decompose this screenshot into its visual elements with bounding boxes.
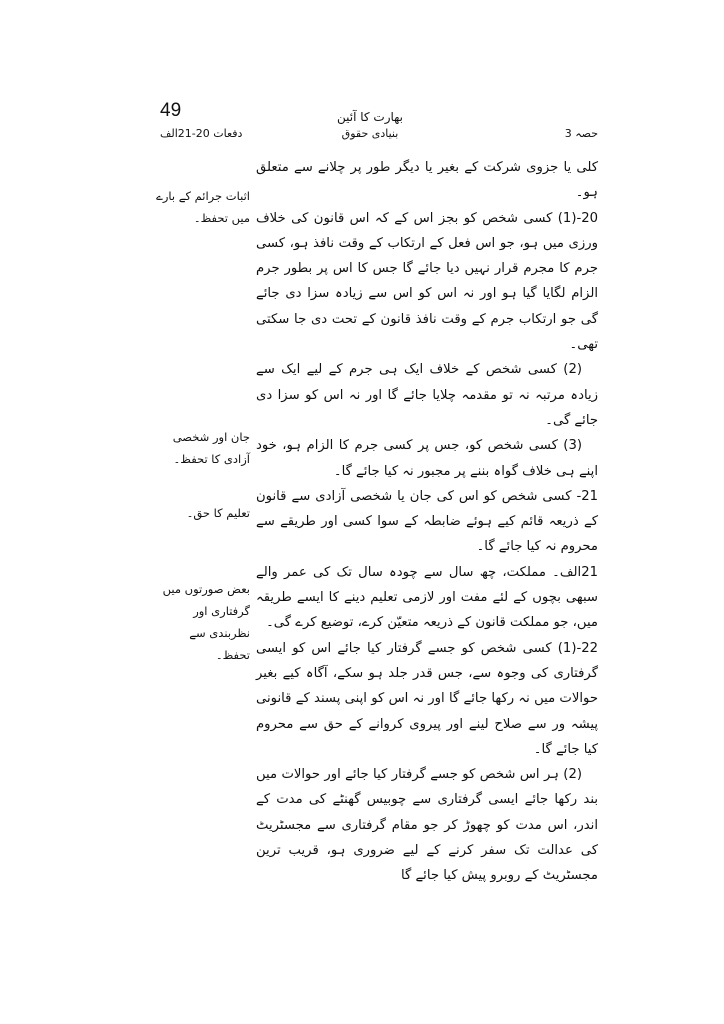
paragraph: (2) کسی شخص کے خلاف ایک ہی جرم کے لیے ایک سے زیادہ مرتبہ نہ تو مقدمہ چلایا جائے گا اور نہ اس کو سزا دی جائے گی۔ [256,362,598,428]
page-number: 49 [160,100,182,121]
paragraph: 22-(1) کسی شخص کو جسے گرفتار کیا جائے اس کو ایسی گرفتاری کی وجوہ سے، جس قدر جلد ہو سکے، آگاہ کیے بغیر حوالات میں نہ رکھا جائے گا اور نہ اس کو اپنی پسند کے قانونی پیشہ ور سے صلاح لینے اور پیروی کروانے کے حق سے محروم کیا جائے گا۔ [256,640,598,757]
part-label: حصہ 3 [564,127,598,140]
paragraph: 20-(1) کسی شخص کو بجز اس کے کہ اس قانون کی خلاف ورزی میں ہو، جو اس فعل کے ارتکاب کے وقت نافذ ہو، کسی جرم کا مجرم قرار نہیں دیا جائے گا جس کا اس پر بطور جرم الزام لگایا گیا ہو اور نہ اس کو اس سے زیادہ سزا دی جائے گی جو ارتکاب جرم کے وقت نافذ قانون کے تحت دی جا سکتی تھی۔ [256,210,598,353]
margin-note-conviction: اثبات جرائم کے بارے میں تحفظ۔ [156,189,250,225]
margin-note-arrest: بعض صورتوں میں گرفتاری اور نظربندی سے تحفظ۔ [162,582,250,662]
paragraph: (2) ہر اس شخص کو جسے گرفتار کیا جائے اور حوالات میں بند رکھا جائے ایسی گرفتاری سے چوبیس گھنٹے کی مدت کے اندر، اس مدت کو چھوڑ کر جو مقام گرفتاری سے مجسٹریٹ کی عدالت تک سفر کرنے کے لیے ضروری ہو، قریب ترین مجسٹریٹ کے روبرو پیش کیا جائے گا [256,767,598,884]
paragraph: 21الف۔ مملکت، چھ سال سے چودہ سال تک کی عمر والے سبھی بچوں کے لئے مفت اور لازمی تعلیم دینے کا ایسے طریقہ میں، جو مملکت قانون کے ذریعہ متعیّن کرے، توضیع کرے گی۔ [256,564,598,631]
margin-note-education: تعلیم کا حق۔ [186,506,250,520]
paragraph: 21- کسی شخص کو اس کی جان یا شخصی آزادی سے قانون کے ذریعہ قائم کیے ہوئے ضابطہ کے سوا کسی اور طریقے سے محروم نہ کیا جائے گا۔ [256,488,598,555]
paragraph: (3) کسی شخص کو، جس پر کسی جرم کا الزام ہو، خود اپنے ہی خلاف گواہ بننے پر مجبور نہ کیا جائے گا۔ [256,438,598,479]
paragraph: کلی یا جزوی شرکت کے بغیر یا دیگر طور پر چلانے سے متعلق ہو۔ [256,160,598,201]
margin-note-life-liberty: جان اور شخصی آزادی کا تحفظ۔ [172,430,250,466]
body-text [256,155,598,889]
chapter-subtitle: بنیادی حقوق [341,127,399,140]
sections-range: دفعات 20-21الف [160,127,243,140]
book-title: بھارت کا آئین [336,110,404,124]
